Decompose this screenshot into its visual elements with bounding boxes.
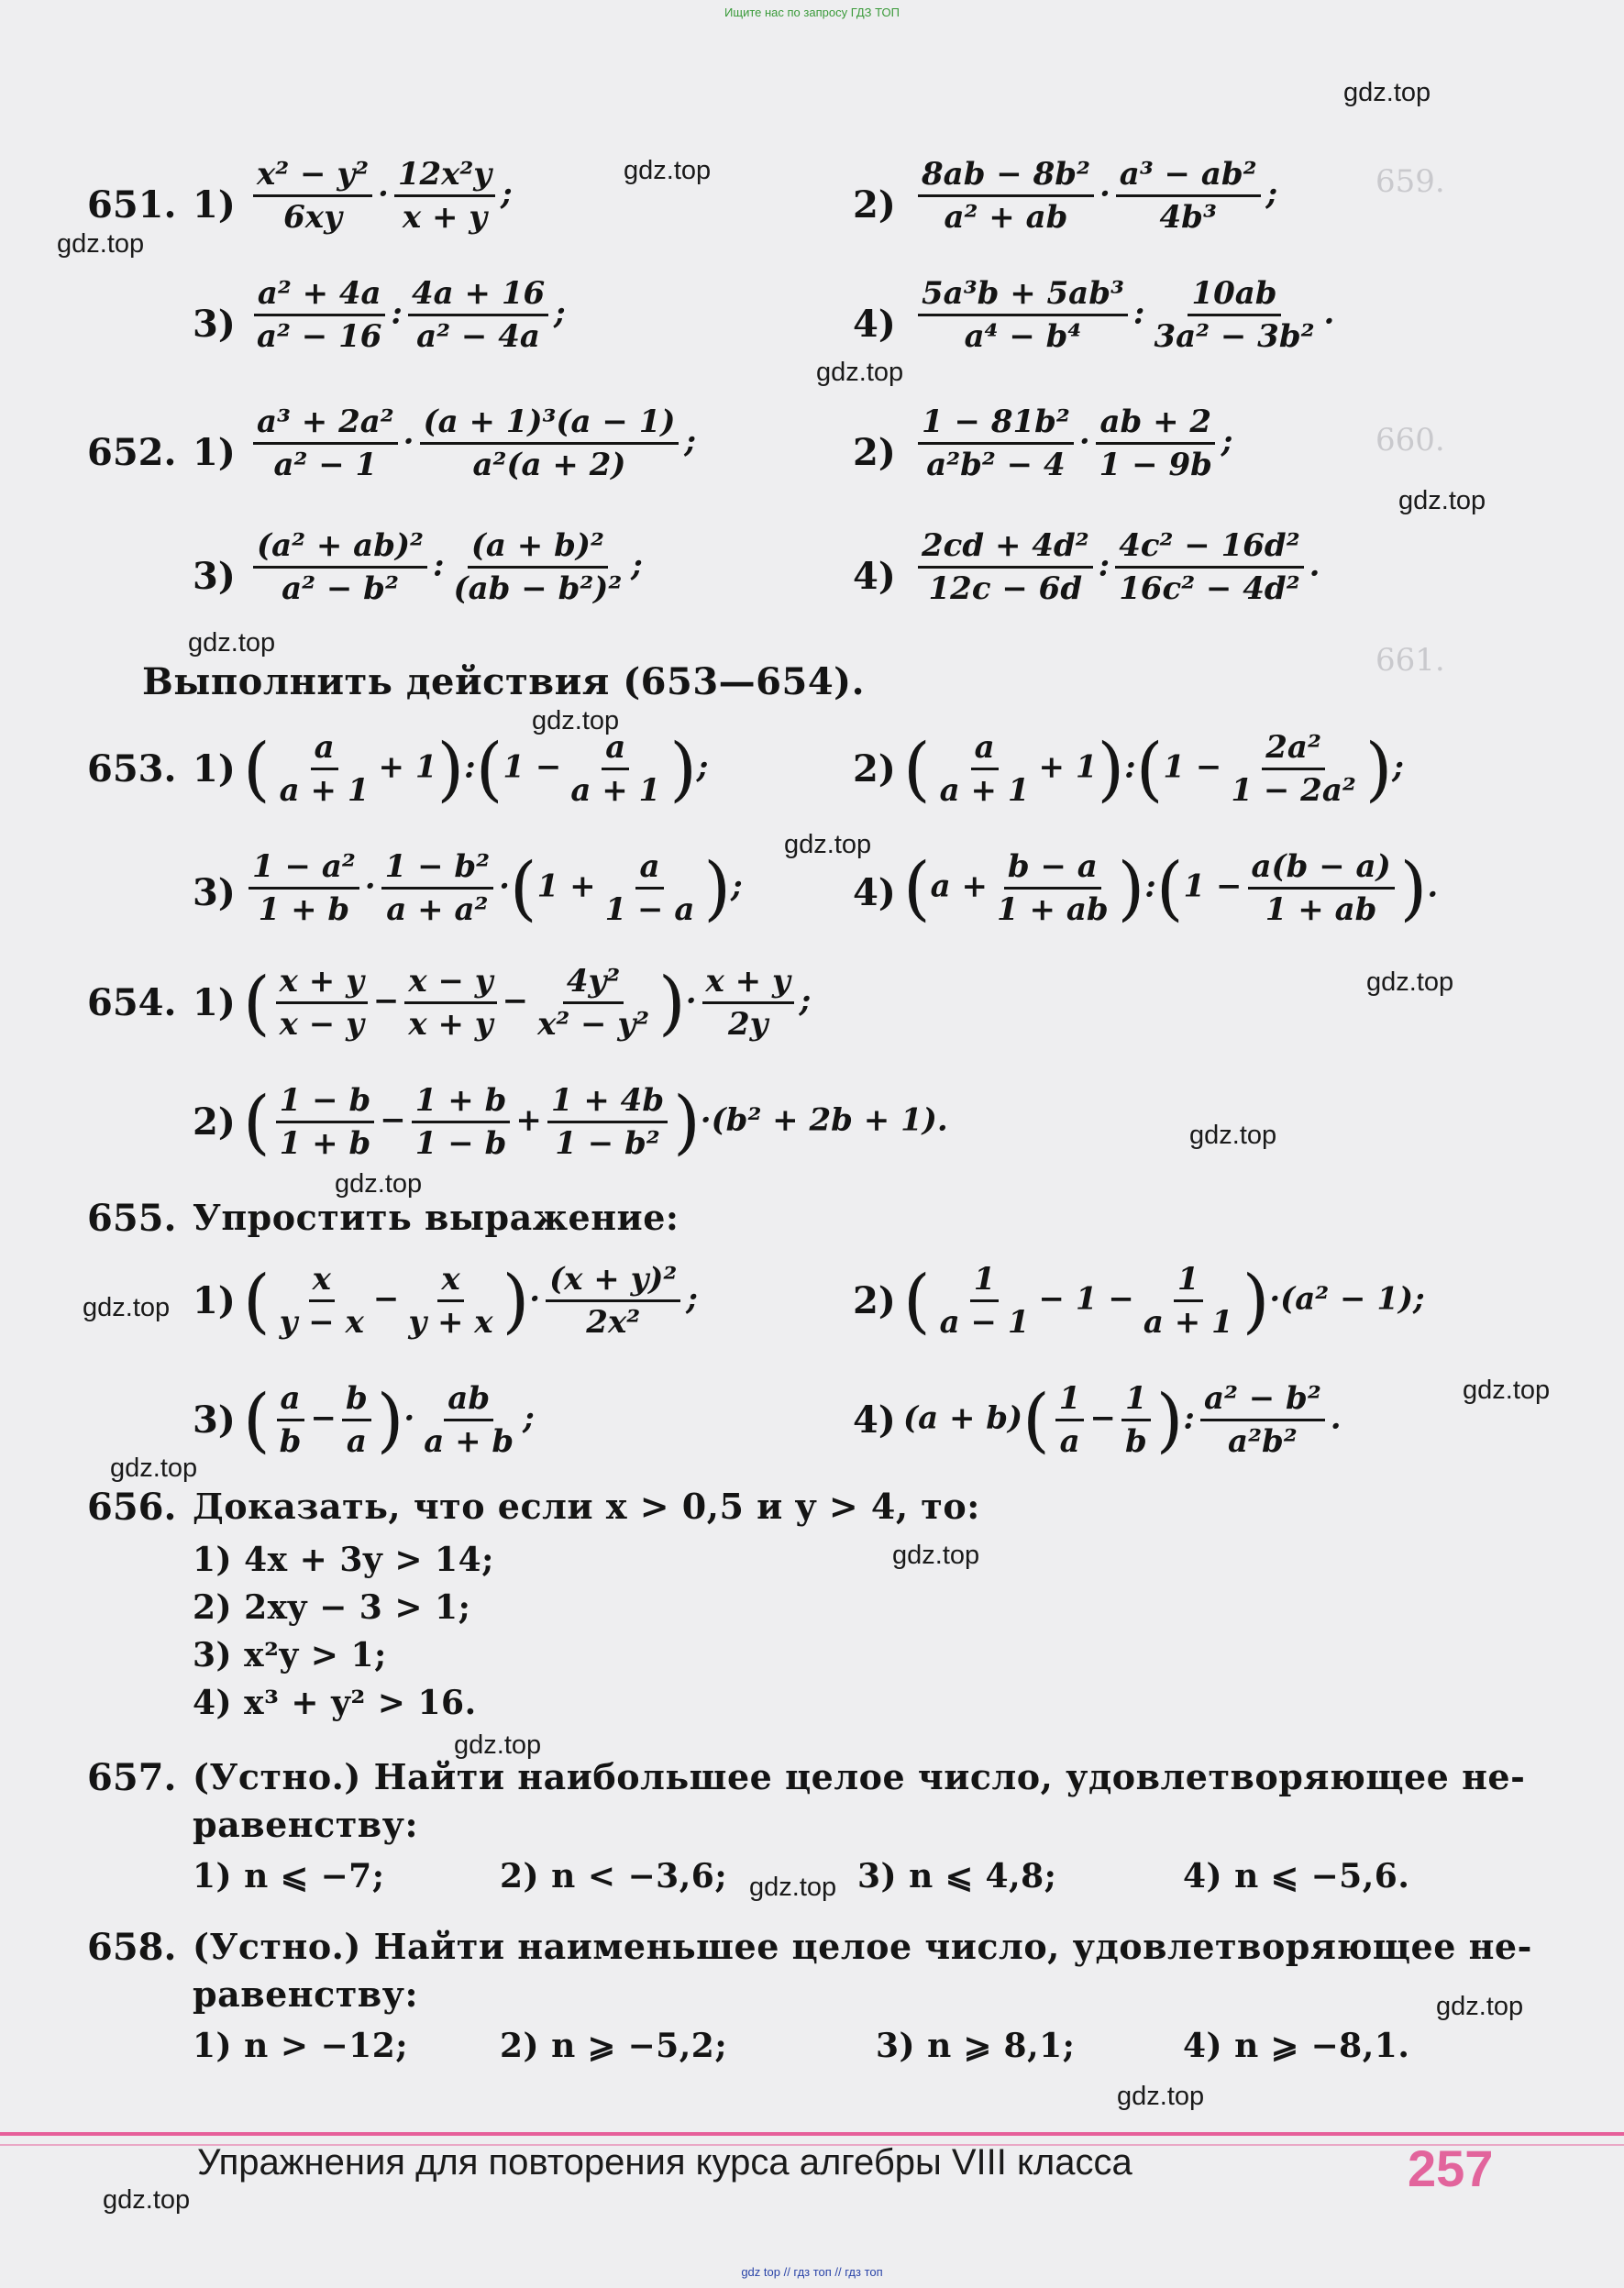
- problem-653-item-4: 4): [853, 871, 896, 914]
- watermark: gdz.top: [103, 2185, 191, 2215]
- problem-652-item-1: 1): [193, 431, 236, 474]
- problem-654-item-1: 1): [193, 981, 236, 1024]
- footer-text: Упражнения для повторения курса алгебры VIII класса: [197, 2142, 1132, 2183]
- expression-655-2: ( $\frac{1}{a - 1}$ − 1 − $\frac{1}{a + 1}$ )·(a² − 1);: [903, 1259, 1425, 1342]
- problem-652-item-3: 3): [193, 555, 236, 598]
- problem-651-number: 651.: [87, 183, 177, 227]
- watermark: gdz.top: [1343, 78, 1431, 107]
- watermark: gdz.top: [83, 1293, 171, 1322]
- problem-658-text-line-2: равенству:: [193, 1973, 419, 2015]
- problem-652-item-4: 4): [853, 555, 896, 598]
- expression-653-3: $\frac{\text{1 − a²}}{1 + b}$ · $\frac{\text{1 − b²}}{\text{a + a²}}$ ·(1 + $\frac{a}{1 - a}$ );: [243, 848, 743, 928]
- problem-657-item: 3) n ⩽ 4,8;: [857, 1857, 1057, 1896]
- watermark: gdz.top: [624, 156, 712, 185]
- problem-653-item-1: 1): [193, 747, 236, 790]
- problem-651-item-2: 2): [853, 183, 896, 227]
- bleed-through-text: 660.: [1375, 422, 1445, 459]
- problem-656-item: 1) 4x + 3y > 14;: [193, 1541, 494, 1579]
- expression-654-2: ( $\frac{1 - b}{1 + b}$ − $\frac{1 + b}{1 - b}$ + $\frac{1 + 4b}{\text{1 − b²}}$ )·(b² + 2b + 1).: [243, 1080, 948, 1163]
- problem-655-item-1: 1): [193, 1279, 236, 1322]
- watermark: gdz.top: [188, 628, 276, 658]
- footer-rule: [0, 2132, 1624, 2136]
- problem-657-item: 1) n ⩽ −7;: [193, 1857, 385, 1896]
- problem-653-item-3: 3): [193, 871, 236, 914]
- bleed-through-text: 659.: [1375, 163, 1445, 200]
- expression-651-2: $\frac{\text{8ab − 8b²}}{\text{a² + ab}}$ · $\frac{\text{a³ − ab²}}{\text{4b³}}$ ;: [912, 156, 1277, 236]
- problem-652-number: 652.: [87, 431, 177, 474]
- expression-655-3: ( $\frac{a}{b}$ − $\frac{b}{a}$ )· $\frac{ab}{a + b}$ ;: [243, 1378, 535, 1461]
- expression-653-2: ( $\frac{a}{a + 1}$ + 1):(1 − $\frac{\text{2a²}}{\text{1 − 2a²}}$ );: [903, 727, 1404, 810]
- watermark: gdz.top: [335, 1169, 423, 1199]
- problem-658-item: 2) n ⩾ −5,2;: [500, 2027, 728, 2065]
- watermark: gdz.top: [532, 706, 620, 735]
- watermark: gdz.top: [1117, 2082, 1205, 2111]
- watermark: gdz.top: [57, 229, 145, 259]
- expression-652-4: $\frac{\text{2cd + 4d²}}{12c - 6d}$ : $\frac{\text{4c² − 16d²}}{\text{16c² − 4d²}}$ .: [912, 527, 1320, 607]
- problem-655-text: Упростить выражение:: [193, 1197, 679, 1238]
- expression-651-3: $\frac{\text{a² + 4a}}{\text{a² − 16}}$ : $\frac{4a + 16}{\text{a² − 4a}}$ ;: [248, 275, 566, 355]
- expression-655-1: ( $\frac{x}{y - x}$ − $\frac{x}{y + x}$ )· $\frac{\text{(x + y)²}}{\text{2x²}}$ ;: [243, 1259, 698, 1342]
- expression-652-1: $\frac{\text{a³ + 2a²}}{\text{a² − 1}}$ · $\frac{\text{(a + 1)³(a − 1)}}{\text{a²(a + 2)}}$ ;: [248, 403, 696, 483]
- watermark: gdz.top: [1189, 1121, 1277, 1150]
- problem-653-item-2: 2): [853, 747, 896, 790]
- watermark: gdz.top: [1398, 486, 1486, 515]
- problem-657-number: 657.: [87, 1756, 177, 1799]
- watermark: gdz.top: [1463, 1376, 1551, 1405]
- problem-656-item: 4) x³ + y² > 16.: [193, 1684, 477, 1722]
- problem-655-number: 655.: [87, 1197, 177, 1240]
- top-note: Ищите нас по запросу ГДЗ ТОП: [724, 6, 900, 19]
- section-heading: Выполнить действия (653—654).: [142, 660, 865, 703]
- watermark: gdz.top: [1436, 1992, 1524, 2021]
- problem-655-item-3: 3): [193, 1398, 236, 1442]
- watermark: gdz.top: [749, 1873, 837, 1902]
- problem-657-item: 4) n ⩽ −5,6.: [1183, 1857, 1410, 1896]
- watermark: gdz.top: [784, 830, 872, 859]
- expression-653-4: (a + $\frac{b - a}{1 + ab}$ ):(1 − $\frac{a(b - a)}{1 + ab}$ ).: [903, 846, 1439, 929]
- bleed-through-text: 661.: [1375, 642, 1445, 679]
- expression-651-1: $\frac{\text{x² − y²}}{6xy}$ · $\frac{\text{12x²y}}{x + y}$ ;: [248, 156, 513, 236]
- problem-652-item-2: 2): [853, 431, 896, 474]
- problem-658-text-line-1: (Устно.) Найти наименьшее целое число, удовлетворяющее не-: [193, 1926, 1532, 1967]
- problem-657-text-line-1: (Устно.) Найти наибольшее целое число, удовлетворяющее не-: [193, 1756, 1526, 1797]
- problem-658-item: 3) n ⩾ 8,1;: [876, 2027, 1076, 2065]
- problem-657-item: 2) n < −3,6;: [500, 1857, 728, 1896]
- watermark: gdz.top: [110, 1453, 198, 1483]
- bottom-note: gdz top // гдз топ // гдз топ: [741, 2265, 883, 2279]
- problem-658-number: 658.: [87, 1926, 177, 1969]
- problem-658-item: 4) n ⩾ −8,1.: [1183, 2027, 1410, 2065]
- expression-654-1: ( $\frac{x + y}{x - y}$ − $\frac{x - y}{x + y}$ − $\frac{\text{4y²}}{\text{x² − y²}}$ )· $\frac{x + y}{2y}$ ;: [243, 961, 812, 1044]
- expression-652-2: $\frac{\text{1 − 81b²}}{\text{a²b² − 4}}$ · $\frac{ab + 2}{1 - 9b}$ ;: [912, 403, 1232, 483]
- problem-655-item-4: 4): [853, 1398, 896, 1442]
- problem-654-item-2: 2): [193, 1100, 236, 1144]
- problem-651-item-4: 4): [853, 303, 896, 346]
- page-number: 257: [1408, 2139, 1494, 2197]
- problem-653-number: 653.: [87, 747, 177, 790]
- problem-654-number: 654.: [87, 981, 177, 1024]
- problem-651-item-1: 1): [193, 183, 236, 227]
- expression-652-3: $\frac{\text{(a² + ab)²}}{\text{a² − b²}}$ : $\frac{\text{(a + b)²}}{\text{(ab − b²)²}}$ ;: [248, 527, 643, 607]
- problem-655-item-2: 2): [853, 1279, 896, 1322]
- expression-653-1: ( $\frac{a}{a + 1}$ + 1):(1 − $\frac{a}{a + 1}$ );: [243, 727, 709, 810]
- problem-656-item: 2) 2xy − 3 > 1;: [193, 1588, 471, 1627]
- expression-651-4: $\frac{\text{5a³b + 5ab³}}{\text{a⁴ − b⁴}}$ : $\frac{10ab}{\text{3a² − 3b²}}$ .: [912, 275, 1334, 355]
- expression-655-4: (a + b)( $\frac{1}{a}$ − $\frac{1}{b}$ ): $\frac{\text{a² − b²}}{\text{a²b²}}$ .: [903, 1378, 1342, 1461]
- problem-658-item: 1) n > −12;: [193, 2027, 409, 2065]
- problem-656-text: Доказать, что если x > 0,5 и y > 4, то:: [193, 1486, 980, 1527]
- watermark: gdz.top: [454, 1730, 542, 1760]
- problem-656-number: 656.: [87, 1486, 177, 1529]
- problem-651-item-3: 3): [193, 303, 236, 346]
- watermark: gdz.top: [816, 358, 904, 387]
- watermark: gdz.top: [1366, 967, 1454, 997]
- watermark: gdz.top: [892, 1541, 980, 1570]
- problem-656-item: 3) x²y > 1;: [193, 1636, 387, 1675]
- problem-657-text-line-2: равенству:: [193, 1804, 419, 1845]
